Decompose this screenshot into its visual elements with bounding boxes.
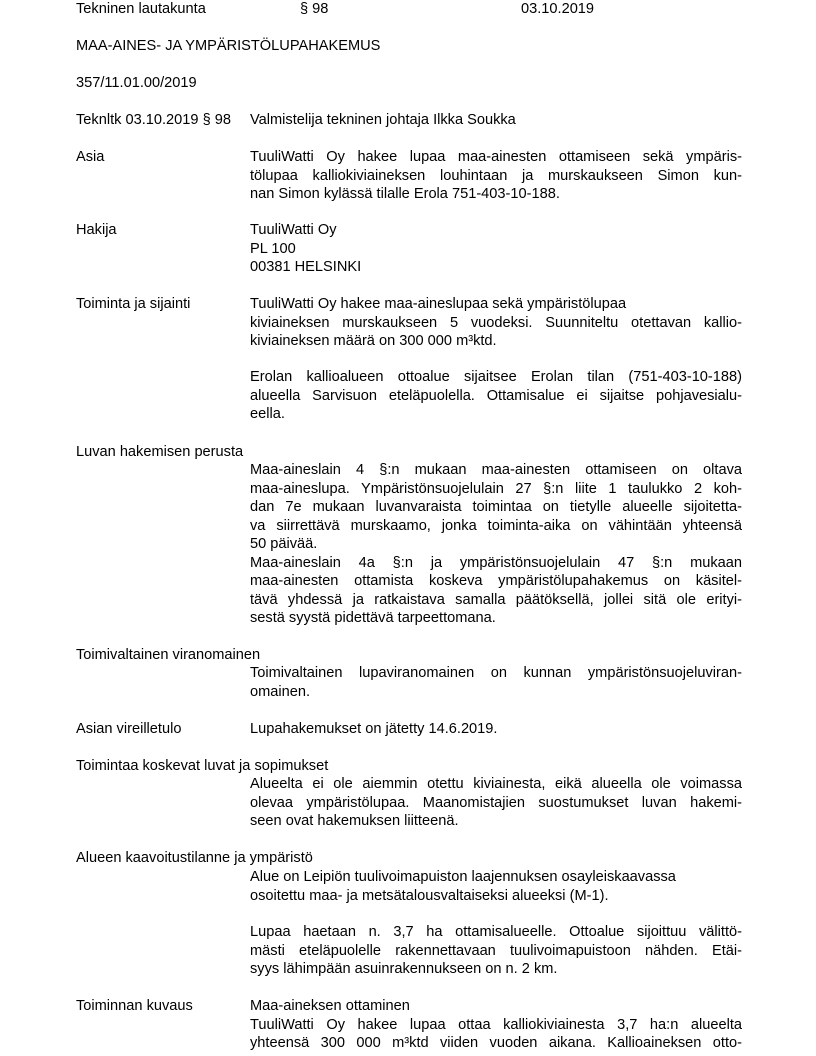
text-line: alueella Sarvisuon eteläpuolella. Ottamisalue ei sijaitse pohjavesialu-: [250, 387, 742, 404]
text-line: tölupaa kalliokiviaineksen louhintaan ja murskaukseen Simon kun-: [250, 167, 742, 184]
text-line: seen ovat hakemuksen liitteenä.: [250, 813, 459, 829]
header-date: 03.10.2019: [521, 1, 595, 17]
text-line: kiviaineksen määrä on 300 000 m³ktd.: [250, 333, 497, 349]
text-line: maa-ainesten ottamista koskeva ympäristölupahakemus on käsitel-: [250, 573, 742, 589]
section-body-kuvaus: [250, 997, 742, 1053]
text-line: Erolan kallioalueen ottoalue sijaitsee Erolan tilan (751-403-10-188): [250, 369, 742, 385]
preparer-ref-suffix: ltk 03.10.2019 § 98: [106, 112, 231, 128]
section-label-vireille: Asian vireilletulo: [76, 721, 182, 737]
section-body-viranomainen: [250, 664, 742, 701]
text-line: omainen.: [250, 683, 311, 700]
text-line: tävä yhdessä ja ratkaistava samalla päätöksellä, jollei sitä ole erityi-: [250, 591, 742, 608]
header-board-name: Tekninen lautakunta: [76, 1, 206, 17]
section-body-vireille: [250, 720, 742, 739]
section-label-peruste: Luvan hakemisen perusta: [76, 444, 244, 460]
document-title: MAA-AINES- JA YMPÄRISTÖLUPAHAKEMUS: [76, 38, 381, 54]
text-line: olevaa ympäristölupaa. Maanomistajien suostumukset luvan hakemi-: [250, 794, 742, 811]
preparer-text: Valmistelija tekninen johtaja Ilkka Soukka: [250, 112, 516, 128]
text-line: osoitettu maa- ja metsätalousvaltaiseksi alueeksi (M-1).: [250, 887, 609, 904]
section-label-kaavoitus: Alueen kaavoitustilanne ja ympäristö: [76, 850, 313, 866]
section-label-luvat: Toimintaa koskevat luvat ja sopimukset: [76, 758, 329, 774]
subheading: Maa-aineksen ottaminen: [250, 998, 410, 1014]
case-number: 357/11.01.00/2019: [76, 75, 197, 91]
applicant-name: TuuliWatti Oy: [250, 222, 337, 238]
preparer-ref-prefix: Tekn: [76, 112, 107, 128]
text-line: Maa-aineslain 4a §:n ja ympäristönsuojelulain 47 §:n mukaan: [250, 554, 742, 571]
applicant-po-box: PL 100: [250, 240, 296, 257]
text-line: Toimivaltainen lupaviranomainen on kunnan ympäristönsuojeluviran-: [250, 665, 742, 681]
text-line: kiviaineksen murskaukseen 5 vuodeksi. Suunniteltu otettavan kallio-: [250, 314, 742, 331]
text-line: TuuliWatti Oy hakee lupaa maa-ainesten ottamiseen sekä ympäris-: [250, 149, 742, 165]
section-label-asia: Asia: [76, 149, 105, 165]
section-label-viranomainen: Toimivaltainen viranomainen: [76, 647, 261, 663]
text-line: Lupahakemukset on jätetty 14.6.2019.: [250, 721, 498, 737]
text-line: Alue on Leipiön tuulivoimapuiston laajennuksen osayleiskaavassa: [250, 869, 676, 885]
section-body-luvat: [250, 775, 742, 831]
preparer-reference: [76, 111, 231, 129]
text-line: dan 7e mukaan luvanvaraista toimintaa on tietylle alueelle sijoitetta-: [250, 499, 742, 515]
section-label-toiminta: Toiminta ja sijainti: [76, 296, 191, 312]
text-line: va siirrettävä murskaamo, jonka toiminta-aika on vähintään yhteensä: [250, 517, 742, 534]
text-line: yhteensä 300 000 m³ktd viiden vuoden aikana. Kallioaineksen otto-: [250, 1035, 742, 1051]
text-line: 50 päivää.: [250, 536, 318, 552]
text-line: Maa-aineslain 4 §:n mukaan maa-ainesten ottamiseen on oltava: [250, 462, 742, 478]
text-line: mästi eteläpuolelle rakennettavaan tuulivoimapuistoon nähden. Etäi-: [250, 942, 742, 959]
header-section-number: § 98: [300, 1, 329, 17]
text-line: maa-aineslupa. Ympäristönsuojelulain 27 §:n liite 1 taulukko 2 koh-: [250, 480, 742, 497]
section-body-toiminta: [250, 295, 742, 351]
text-line: Alueelta ei ole aiemmin otettu kiviainesta, eikä alueella ole voimassa: [250, 776, 742, 792]
applicant-postal-code: 00381 HELSINKI: [250, 259, 362, 275]
text-line: Lupaa haetaan n. 3,7 ha ottamisalueelle. Ottoalue sijoittuu välittö-: [250, 924, 742, 940]
section-label-hakija: Hakija: [76, 222, 117, 238]
text-line: sestä syystä pidettävä tarpeettomana.: [250, 610, 496, 626]
section-label-kuvaus: Toiminnan kuvaus: [76, 998, 193, 1014]
text-line: syys lähimpään asuinrakennukseen on n. 2 km.: [250, 961, 558, 977]
text-line: TuuliWatti Oy hakee lupaa ottaa kalliokiviainesta 3,7 ha:n alueelta: [250, 1016, 742, 1033]
text-line: eella.: [250, 406, 285, 422]
text-line: TuuliWatti Oy hakee maa-aineslupaa sekä ympäristölupaa: [250, 296, 627, 312]
section-body-kaavoitus: [250, 868, 742, 905]
section-body-asia: [250, 148, 742, 204]
section-body-peruste: [250, 461, 742, 628]
section-body-hakija: [250, 221, 742, 277]
text-line: nan Simon kylässä tilalle Erola 751-403-10-188.: [250, 186, 560, 202]
section-body-toiminta-2: [250, 368, 742, 424]
section-body-kaavoitus-2: [250, 923, 742, 979]
